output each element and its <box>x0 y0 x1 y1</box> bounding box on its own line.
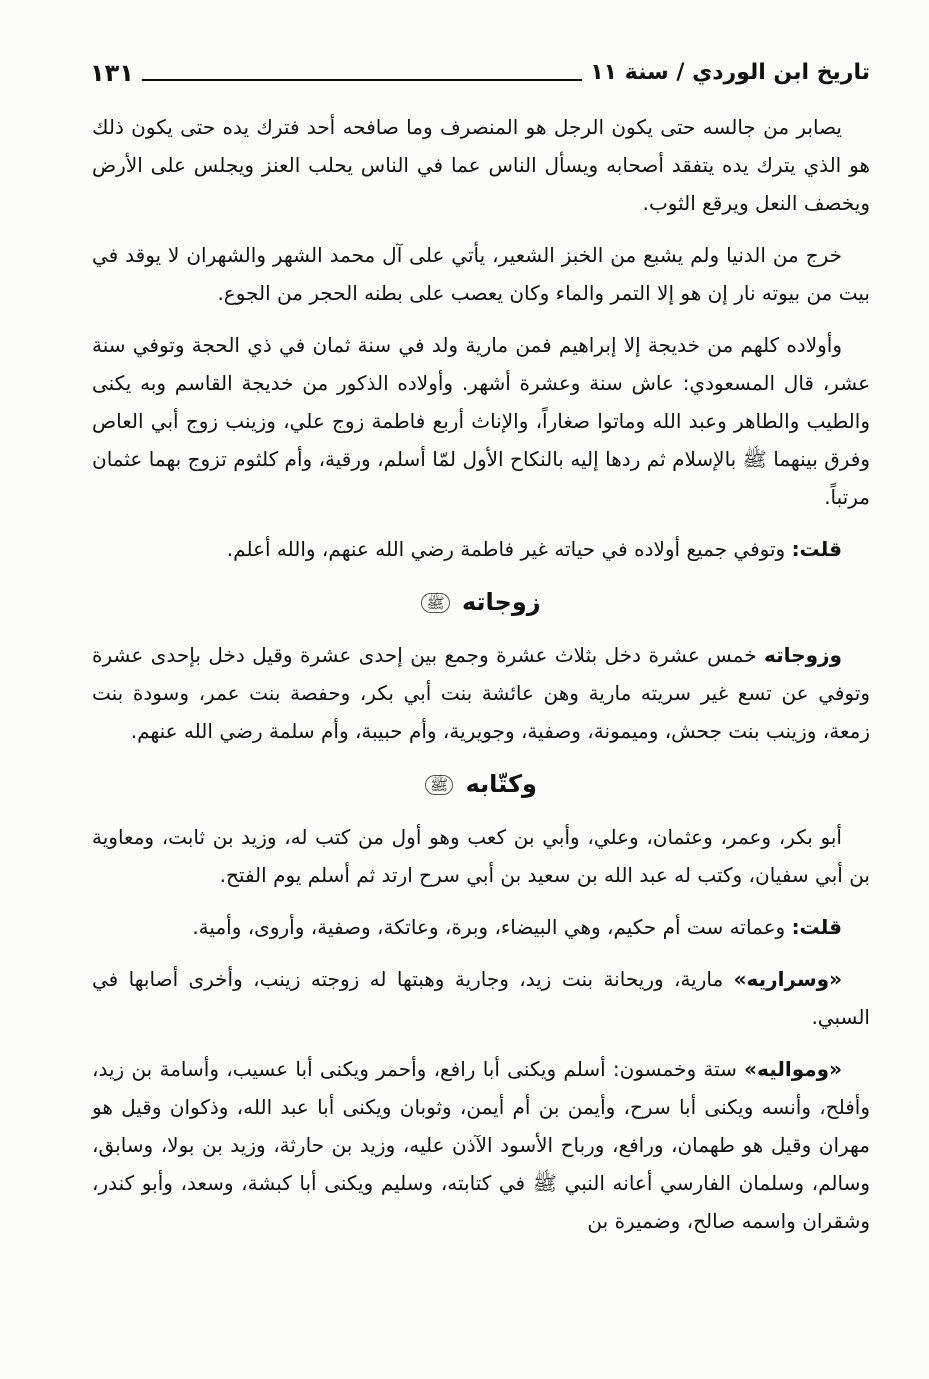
paragraph-manners: يصابر من جالسه حتى يكون الرجل هو المنصرف وما صافحه أحد فترك يده حتى يكون ذلك هو الذي يترك يده يتفقد أصحابه ويسأل الناس عما في الناس يحلب العنز ويجلس على الأرض ويخصف النعل ويرقع الثوب. <box>92 115 870 215</box>
paragraph-note-children <box>92 530 870 568</box>
wives-lead: وزوجاته <box>764 643 842 667</box>
aunts-lead: قلت: <box>791 915 842 939</box>
paragraph-aunts <box>92 908 870 946</box>
page-header <box>90 48 870 88</box>
aunts-text: وعماته ست أم حكيم، وهي البيضاء، وبرة، وعاتكة، وصفية، وأروى، وأمية. <box>192 915 786 939</box>
concubines-lead: «وسراريه» <box>733 967 842 991</box>
section-heading-scribes <box>92 764 870 804</box>
paragraph-scribes: أبو بكر، وعمر، وعثمان، وعلي، وأبي بن كعب وهو أول من كتب له، وزيد بن ثابت، ومعاوية بن أبي سفيان، وكتب له عبد الله بن سعيد بن أبي سرح ارتد ثم أسلم يوم الفتح. <box>92 825 870 887</box>
heading-text-scribes: وكتّابه <box>465 770 537 798</box>
wives-text: خمس عشرة دخل بثلاث عشرة وجمع بين إحدى عشرة وقيل دخل بإحدى عشرة وتوفي عن تسع غير سريته مارية وهن عائشة بنت أبي بكر، وحفصة بنت عمر، وسودة بنت زمعة، وزينب بنت جحش، وميمونة، وصفية، وجويرية، وأم حبيبة، وأم سلمة رضي الله عنهم. <box>92 643 870 743</box>
paragraph-hunger: خرج من الدنيا ولم يشبع من الخبز الشعير، يأتي على آل محمد الشهر والشهران لا يوقد في بيت من بيوته نار إن هو إلا التمر والماء وكان يعصب على بطنه الحجر من الجوع. <box>92 243 870 305</box>
honorific-seal-icon: ﷺ <box>421 593 449 613</box>
freedmen-lead: «ومواليه» <box>744 1057 842 1081</box>
paragraph-wives <box>92 636 870 750</box>
note-label: قلت: <box>791 537 842 561</box>
paragraph-children: وأولاده كلهم من خديجة إلا إبراهيم فمن مارية ولد في سنة ثمان في ذي الحجة وتوفي سنة عشر، قال المسعودي: عاش سنة وعشرة أشهر. وأولاده الذكور من خديجة القاسم وبه يكنى والطيب والطاهر وعبد الله وماتوا صغاراً، والإناث أربع فاطمة زوج علي، وزينب زوج أبي العاص وفرق بينهما ﷺ بالإسلام ثم ردها إليه بالنكاح الأول لمّا أسلم، ورقية، وأم كلثوم تزوج بهما عثمان مرتباً. <box>92 333 870 509</box>
paragraph-concubines <box>92 960 870 1036</box>
honorific-seal-icon: ﷺ <box>425 775 453 795</box>
concubines-text: مارية، وريحانة بنت زيد، وجارية وهبتها له زوجته زينب، وأخرى أصابها في السبي. <box>92 967 870 1029</box>
running-title: تاريخ ابن الوردي / سنة ١١ <box>590 60 870 85</box>
heading-text-wives: زوجاته <box>461 588 541 616</box>
freedmen-text: ستة وخمسون: أسلم ويكنى أبا رافع، وأحمر ويكنى أبا عسيب، وأسامة بن زيد، وأفلح، وأنسه ويكنى أبا سرح، وأيمن بن أم أيمن، وثوبان ويكنى أبا عبد الله، وذكوان وقيل هو مهران وقيل هو طهمان، ورافع، ورباح الأسود الآذن عليه، وزيد بن حارثة، وزيد بن بولا، وسابق، وسالم، وسلمان الفارسي أعانه النبي ﷺ في كتابته، وسليم ويكنى أبا كبشة، وسعد، وأبو كندر، وشقران واسمه صالح، وضميرة بن <box>92 1057 870 1233</box>
page-body <box>92 108 870 1254</box>
header-rule <box>142 79 582 81</box>
page-number: ١٣١ <box>90 59 134 87</box>
note-text: وتوفي جميع أولاده في حياته غير فاطمة رضي الله عنهم، والله أعلم. <box>226 537 786 561</box>
section-heading-wives <box>92 582 870 622</box>
paragraph-freedmen <box>92 1050 870 1240</box>
